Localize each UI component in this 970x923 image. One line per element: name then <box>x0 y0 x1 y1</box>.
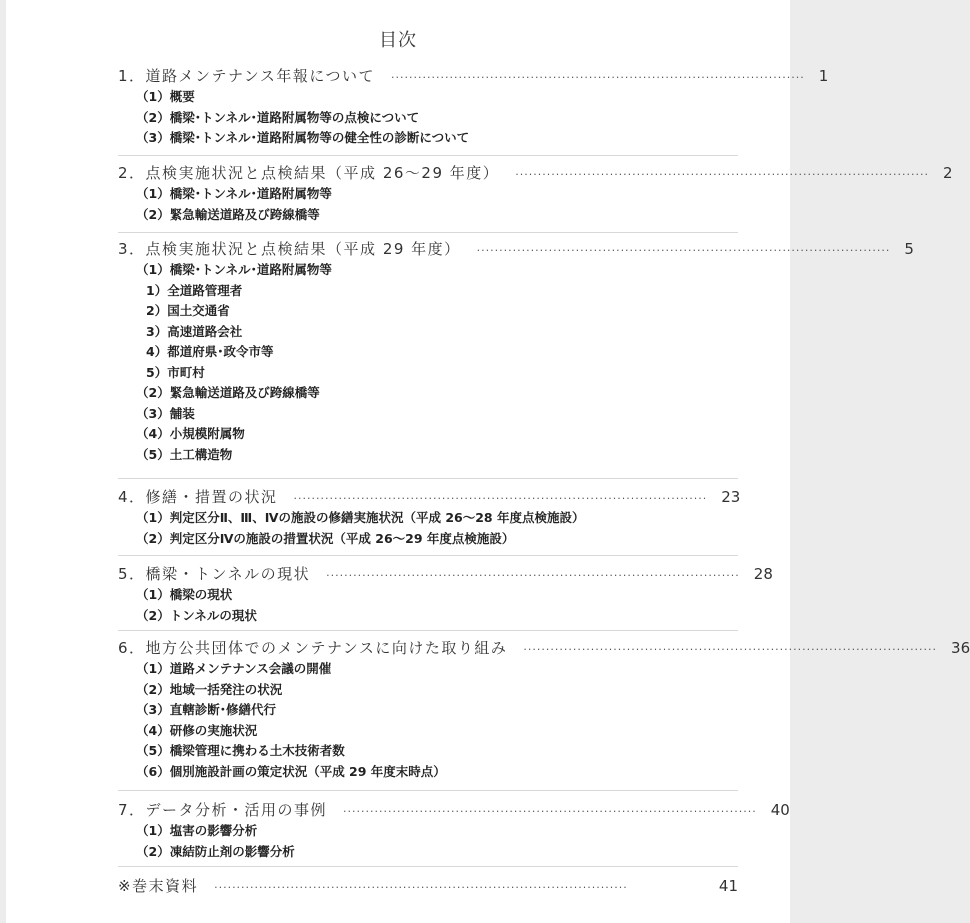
toc-section-title: 3．点検実施状況と点検結果（平成 29 年度） <box>118 240 461 258</box>
divider <box>118 790 738 791</box>
toc-subsection[interactable]: （5）土工構造物 <box>136 446 233 462</box>
toc-section-title: ※巻末資料 <box>118 877 199 895</box>
toc-subsection[interactable]: （2）地域一括発注の状況 <box>136 681 283 697</box>
toc-section-5[interactable] <box>118 563 773 626</box>
toc-subsection[interactable]: （1）橋梁の現状 <box>136 587 233 602</box>
divider <box>118 630 738 631</box>
toc-page-number: 5 <box>904 240 914 258</box>
toc-subsection[interactable]: （1）橋梁･トンネル･道路附属物等 <box>136 186 332 201</box>
toc-section-title: 5．橋梁・トンネルの現状 <box>118 565 311 583</box>
toc-appendix[interactable] <box>118 875 738 897</box>
toc-subsection[interactable]: （1）橋梁･トンネル･道路附属物等 <box>136 262 332 277</box>
toc-section-title: 1．道路メンテナンス年報について <box>118 67 376 85</box>
toc-section-7[interactable] <box>118 799 790 862</box>
toc-subsection[interactable]: （1）道路メンテナンス会議の開催 <box>136 661 332 676</box>
toc-subsection[interactable]: （2）判定区分Ⅳの施設の措置状況（平成 26～29 年度点検施設） <box>136 530 515 546</box>
divider <box>118 232 738 233</box>
divider <box>118 555 738 556</box>
toc-subsubsection[interactable]: 3）高速道路会社 <box>146 323 243 339</box>
leader-dots: ···························································································· <box>214 881 628 894</box>
toc-subsection[interactable]: （4）研修の実施状況 <box>136 722 258 738</box>
toc-subsubsection[interactable]: 5）市町村 <box>146 364 205 380</box>
toc-subsection[interactable]: （2）緊急輸送道路及び跨線橋等 <box>136 385 320 400</box>
toc-subsubsection[interactable]: 2）国土交通省 <box>146 303 230 318</box>
toc-subsection[interactable]: （6）個別施設計画の策定状況（平成 29 年度末時点） <box>136 763 446 779</box>
toc-subsection[interactable]: （3）舗装 <box>136 405 195 421</box>
toc-title: 目次 <box>379 30 417 51</box>
leader-dots: ···························································································· <box>523 643 938 656</box>
toc-page-number: 1 <box>818 67 829 85</box>
toc-subsection[interactable]: （2）緊急輸送道路及び跨線橋等 <box>136 206 320 222</box>
toc-subsection[interactable]: （2）凍結防止剤の影響分析 <box>136 843 295 859</box>
toc-subsection[interactable]: （1）塩害の影響分析 <box>136 823 258 838</box>
toc-page-number: 23 <box>721 488 741 506</box>
toc-section-title: 4．修繕・措置の状況 <box>118 488 278 506</box>
toc-section-2[interactable] <box>118 162 953 225</box>
toc-section-title: 6．地方公共団体でのメンテナンスに向けた取り組み <box>118 639 508 657</box>
leader-dots: ···························································································· <box>476 244 891 257</box>
divider <box>118 478 738 479</box>
toc-subsection[interactable]: （1）概要 <box>136 89 195 104</box>
toc-section-title: 7．データ分析・活用の事例 <box>118 801 328 819</box>
leader-dots: ···························································································· <box>293 492 708 505</box>
toc-section-1[interactable] <box>118 65 829 149</box>
toc-page-number: 28 <box>753 565 773 583</box>
leader-dots: ···························································································· <box>326 569 740 582</box>
leader-dots: ···························································································· <box>343 805 757 818</box>
toc-page-number: 36 <box>951 639 970 657</box>
leader-dots: ···························································································· <box>391 71 805 84</box>
toc-subsection[interactable]: （2）橋梁･トンネル･道路附属物等の点検について <box>136 109 420 125</box>
toc-subsubsection[interactable]: 1）全道路管理者 <box>146 282 243 298</box>
toc-subsection[interactable]: （1）判定区分Ⅱ、Ⅲ、Ⅳの施設の修繕実施状況（平成 26～28 年度点検施設） <box>136 510 585 525</box>
divider <box>118 866 738 867</box>
toc-subsection[interactable]: （2）トンネルの現状 <box>136 607 257 623</box>
toc-page-number: 40 <box>770 801 790 819</box>
toc-section-6[interactable] <box>118 637 970 782</box>
leader-dots: ···························································································· <box>515 168 929 181</box>
toc-subsection[interactable]: （3）橋梁･トンネル･道路附属物等の健全性の診断について <box>136 130 470 145</box>
toc-subsection[interactable]: （5）橋梁管理に携わる土木技術者数 <box>136 743 345 758</box>
toc-page-number: 2 <box>942 164 953 182</box>
toc-subsection[interactable]: （3）直轄診断･修繕代行 <box>136 702 276 717</box>
toc-subsection[interactable]: （4）小規模附属物 <box>136 426 245 441</box>
toc-section-4[interactable] <box>118 486 741 549</box>
toc-section-title: 2．点検実施状況と点検結果（平成 26～29 年度） <box>118 164 500 182</box>
toc-section-3[interactable] <box>118 238 914 465</box>
toc-page-number: 41 <box>718 877 738 895</box>
toc-subsubsection[interactable]: 4）都道府県･政令市等 <box>146 344 274 359</box>
divider <box>118 155 738 156</box>
